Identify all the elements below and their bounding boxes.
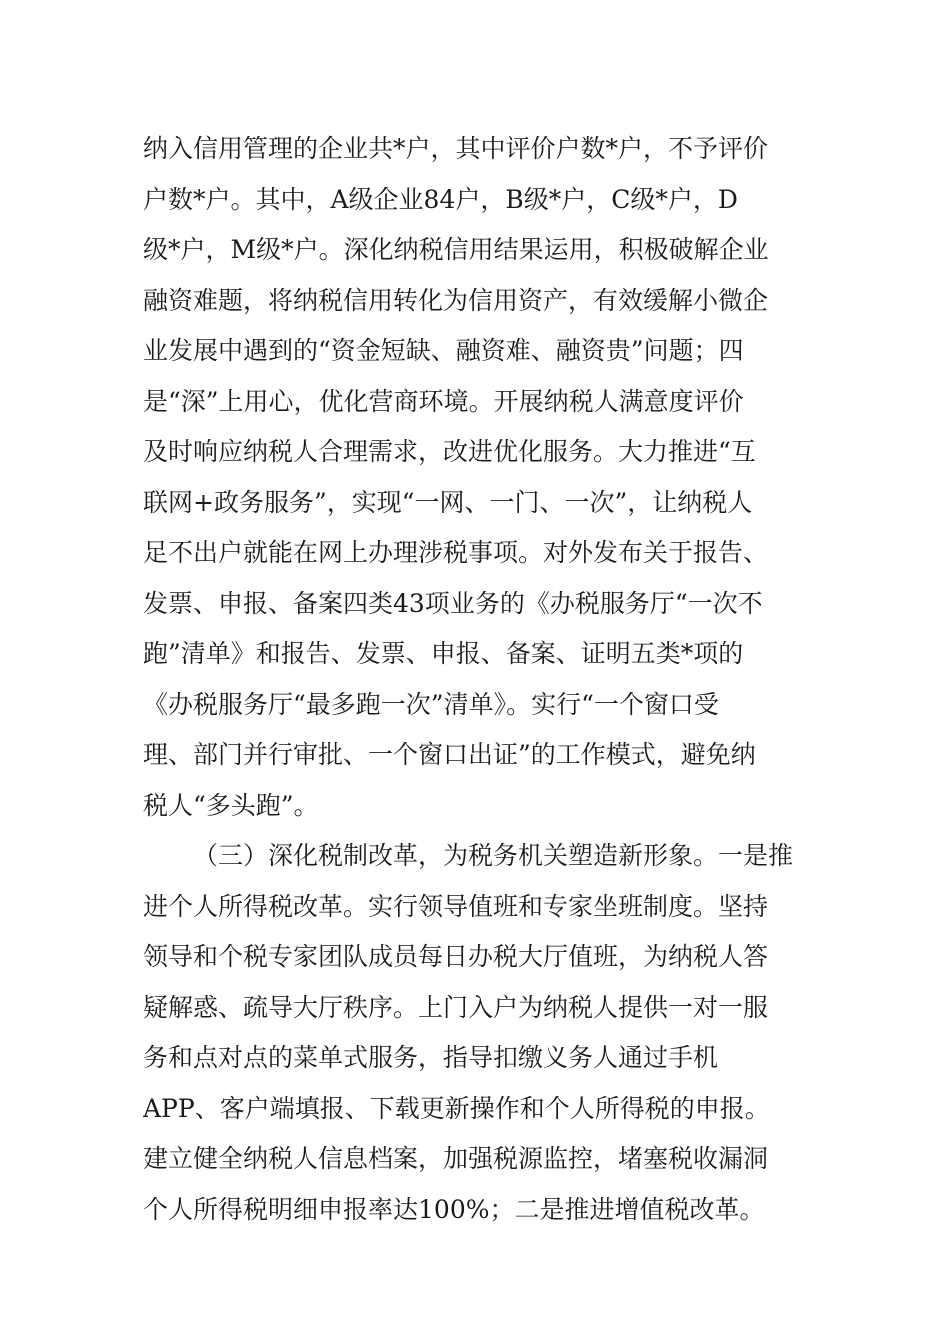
text-line: 足不出户就能在网上办理涉税事项。对外发布关于报告、 — [143, 538, 769, 567]
text-line: 领导和个税专家团队成员每日办税大厅值班，为纳税人答 — [143, 942, 769, 971]
text-line: 融资难题，将纳税信用转化为信用资产，有效缓解小微企 — [143, 285, 769, 315]
text-line: 理、部门并行审批、一个窗口出证”的工作模式，避免纳 — [143, 740, 756, 769]
text-line: 务和点对点的菜单式服务，指导扣缴义务人通过手机 — [143, 1043, 719, 1072]
section-heading-line: （三）深化税制改革，为税务机关塑造新形象。一是推 — [193, 841, 794, 870]
text-line: 税人“多头跑”。 — [143, 790, 319, 820]
text-line: 是“深”上用心，优化营商环境。开展纳税人满意度评价 — [143, 386, 744, 416]
text-line: 跑”清单》和报告、发票、申报、备案、证明五类*项的 — [143, 639, 744, 668]
text-line: 《办税服务厅“最多跑一次”清单》。实行“一个窗口受 — [143, 689, 719, 719]
text-line: 进个人所得税改革。实行领导值班和专家坐班制度。坚持 — [143, 891, 769, 921]
text-line: 业发展中遇到的“资金短缺、融资难、融资贵”问题；四 — [143, 336, 744, 365]
text-line: 疑解惑、疏导大厅秩序。上门入户为纳税人提供一对一服 — [143, 992, 769, 1022]
text-line: 建立健全纳税人信息档案，加强税源监控，堵塞税收漏洞 — [143, 1144, 769, 1173]
text-line: 级*户，M级*户。深化纳税信用结果运用，积极破解企业 — [143, 235, 769, 264]
text-line: APP、客户端填报、下载更新操作和个人所得税的申报。 — [143, 1093, 770, 1123]
text-line: 户数*户。其中，A级企业84户，B级*户，C级*户，D — [143, 184, 738, 214]
text-line: 发票、申报、备案四类43项业务的《办税服务厅“一次不 — [143, 588, 763, 618]
body-text — [143, 124, 808, 1235]
text-line: 纳入信用管理的企业共*户，其中评价户数*户，不予评价 — [143, 134, 769, 163]
text-line: 联网+政务服务”，实现“一网、一门、一次”，让纳税人 — [143, 487, 753, 517]
text-line: 及时响应纳税人合理需求，改进优化服务。大力推进“互 — [143, 437, 756, 466]
text-line: 个人所得税明细申报率达100%；二是推进增值税改革。 — [143, 1194, 765, 1224]
